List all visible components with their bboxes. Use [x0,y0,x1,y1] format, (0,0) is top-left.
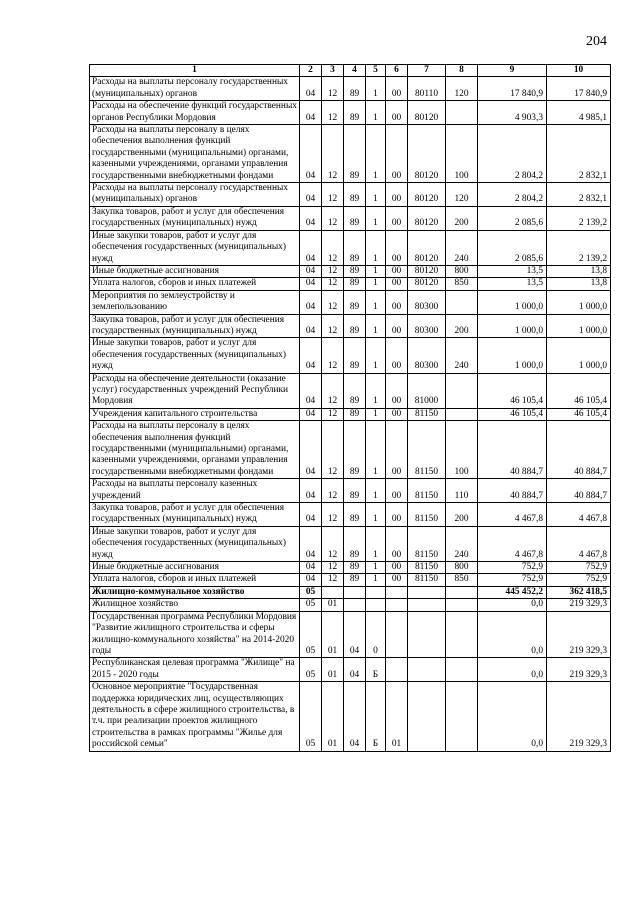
header-cell: 10 [547,65,611,77]
col-subsection: 12 [322,265,344,277]
col-event: 00 [386,408,408,420]
col-expense-type: 200 [446,314,478,338]
value-year-1: 2 085,6 [478,230,547,265]
col-subprogram: 1 [366,183,386,207]
col-section: 04 [300,408,322,420]
header-cell: 5 [366,65,386,77]
col-subsection: 01 [322,658,344,682]
col-expense-type: 110 [446,479,478,503]
header-row [90,65,611,77]
value-year-2: 2 139,2 [547,206,611,230]
table-row [90,562,611,574]
col-event: 00 [386,101,408,125]
col-subprogram: 1 [366,479,386,503]
table-row [90,230,611,265]
row-name: Республиканская целевая программа "Жилище" на 2015 - 2020 годы [90,658,300,682]
value-year-1: 4 467,8 [478,526,547,561]
value-year-1: 0,0 [478,611,547,658]
col-event: 00 [386,503,408,527]
col-direction: 81150 [408,574,446,586]
col-event: 00 [386,526,408,561]
col-subprogram: 1 [366,338,386,373]
col-subprogram: 1 [366,125,386,183]
col-section: 05 [300,611,322,658]
col-direction: 80300 [408,314,446,338]
value-year-1: 1 000,0 [478,314,547,338]
row-name: Закупка товаров, работ и услуг для обеспечения государственных (муниципальных) нужд [90,314,300,338]
col-event: 00 [386,230,408,265]
col-direction [408,611,446,658]
col-direction: 80120 [408,183,446,207]
col-section: 05 [300,586,322,598]
col-program: 89 [344,526,366,561]
col-direction: 80120 [408,265,446,277]
col-subprogram: 1 [366,230,386,265]
value-year-2: 13,8 [547,278,611,290]
value-year-2: 219 329,3 [547,682,611,751]
row-name: Расходы на обеспечение функций государственных органов Республики Мордовия [90,101,300,125]
col-subprogram: 0 [366,611,386,658]
col-subprogram: 1 [366,206,386,230]
table-row [90,125,611,183]
header-cell: 7 [408,65,446,77]
value-year-2: 219 329,3 [547,658,611,682]
col-subprogram: 1 [366,77,386,101]
col-subprogram: 1 [366,421,386,479]
col-section: 04 [300,526,322,561]
col-subprogram: 1 [366,408,386,420]
col-section: 04 [300,278,322,290]
row-name: Иные закупки товаров, работ и услуг для обеспечения государственных (муниципальных) нужд [90,338,300,373]
col-program [344,586,366,598]
col-program: 89 [344,574,366,586]
row-name: Иные закупки товаров, работ и услуг для обеспечения государственных (муниципальных) нужд [90,230,300,265]
table-row [90,278,611,290]
value-year-2: 2 139,2 [547,230,611,265]
header-cell: 4 [344,65,366,77]
value-year-2: 1 000,0 [547,338,611,373]
col-subprogram: Б [366,658,386,682]
col-subprogram [366,586,386,598]
col-direction: 80110 [408,77,446,101]
col-expense-type [446,658,478,682]
table-row [90,408,611,420]
col-direction: 80300 [408,338,446,373]
col-expense-type: 240 [446,526,478,561]
row-name: Иные закупки товаров, работ и услуг для обеспечения государственных (муниципальных) нужд [90,526,300,561]
col-subsection: 12 [322,125,344,183]
col-subprogram: 1 [366,278,386,290]
col-subsection: 12 [322,77,344,101]
col-section: 05 [300,599,322,611]
col-subsection: 01 [322,611,344,658]
col-section: 04 [300,373,322,408]
value-year-1: 1 000,0 [478,338,547,373]
col-expense-type: 200 [446,206,478,230]
col-program: 04 [344,611,366,658]
row-name: Жилищно-коммунальное хозяйство [90,586,300,598]
col-event: 00 [386,479,408,503]
col-subprogram: Б [366,682,386,751]
value-year-2: 219 329,3 [547,611,611,658]
value-year-1: 40 884,7 [478,479,547,503]
value-year-1: 0,0 [478,682,547,751]
col-subsection: 12 [322,278,344,290]
value-year-2: 752,9 [547,562,611,574]
col-program: 89 [344,77,366,101]
col-program: 89 [344,101,366,125]
col-subsection: 12 [322,479,344,503]
col-expense-type: 120 [446,183,478,207]
col-event [386,611,408,658]
value-year-2: 2 832,1 [547,125,611,183]
col-direction [408,599,446,611]
table-row [90,338,611,373]
col-section: 04 [300,183,322,207]
col-section: 04 [300,338,322,373]
header-cell: 6 [386,65,408,77]
col-event: 00 [386,421,408,479]
col-program: 89 [344,314,366,338]
col-direction: 81150 [408,562,446,574]
col-expense-type: 800 [446,265,478,277]
table-row [90,373,611,408]
value-year-2: 4 467,8 [547,526,611,561]
table-row [90,183,611,207]
value-year-1: 40 884,7 [478,421,547,479]
budget-table [89,64,611,752]
col-program: 89 [344,290,366,314]
col-event: 00 [386,290,408,314]
table-row [90,574,611,586]
col-event: 00 [386,265,408,277]
col-expense-type [446,599,478,611]
col-program: 89 [344,503,366,527]
col-event [386,658,408,682]
col-subsection: 01 [322,599,344,611]
col-section: 04 [300,265,322,277]
value-year-1: 17 840,9 [478,77,547,101]
row-name: Закупка товаров, работ и услуг для обеспечения государственных (муниципальных) нужд [90,503,300,527]
col-event: 00 [386,183,408,207]
col-expense-type [446,373,478,408]
col-expense-type: 200 [446,503,478,527]
col-direction: 80300 [408,290,446,314]
col-program: 89 [344,206,366,230]
col-direction [408,586,446,598]
header-cell: 2 [300,65,322,77]
table-row [90,658,611,682]
col-section: 04 [300,503,322,527]
col-event [386,599,408,611]
col-direction: 81150 [408,503,446,527]
value-year-2: 46 105,4 [547,373,611,408]
col-program: 04 [344,658,366,682]
table-row [90,101,611,125]
col-section: 04 [300,574,322,586]
table-row [90,611,611,658]
value-year-1: 752,9 [478,574,547,586]
value-year-2: 362 418,5 [547,586,611,598]
value-year-1: 46 105,4 [478,373,547,408]
col-subprogram: 1 [366,503,386,527]
col-program: 89 [344,265,366,277]
table-row [90,314,611,338]
col-expense-type [446,408,478,420]
col-program: 89 [344,373,366,408]
col-subprogram: 1 [366,562,386,574]
col-program: 89 [344,421,366,479]
col-expense-type: 850 [446,574,478,586]
table-row [90,526,611,561]
col-event: 00 [386,206,408,230]
row-name: Жилищное хозяйство [90,599,300,611]
col-subsection: 01 [322,682,344,751]
value-year-1: 13,5 [478,278,547,290]
value-year-2: 40 884,7 [547,479,611,503]
col-subsection: 12 [322,526,344,561]
col-expense-type: 850 [446,278,478,290]
col-subsection: 12 [322,290,344,314]
header-cell: 1 [90,65,300,77]
page-number: 204 [586,34,607,49]
col-event: 00 [386,125,408,183]
col-expense-type [446,290,478,314]
row-name: Учреждения капитального строительства [90,408,300,420]
value-year-2: 2 832,1 [547,183,611,207]
row-name: Расходы на выплаты персоналу государственных (муниципальных) органов [90,183,300,207]
col-subprogram: 1 [366,373,386,408]
col-expense-type [446,611,478,658]
row-name: Расходы на выплаты персоналу казенных учреждений [90,479,300,503]
value-year-1: 2 804,2 [478,183,547,207]
col-program: 89 [344,183,366,207]
header-cell: 3 [322,65,344,77]
col-event: 01 [386,682,408,751]
value-year-2: 752,9 [547,574,611,586]
col-event: 00 [386,314,408,338]
col-subsection: 12 [322,101,344,125]
col-section: 04 [300,206,322,230]
col-program [344,599,366,611]
table-row [90,479,611,503]
col-event: 00 [386,77,408,101]
col-section: 04 [300,101,322,125]
col-subprogram: 1 [366,526,386,561]
value-year-2: 40 884,7 [547,421,611,479]
value-year-1: 46 105,4 [478,408,547,420]
value-year-1: 0,0 [478,599,547,611]
value-year-1: 2 085,6 [478,206,547,230]
row-name: Основное мероприятие "Государственная поддержка юридических лиц, осуществляющих деятельность в сфере жилищного строительства, в т.ч. при реализации проектов жилищного строительства в рамках программы "Жилье для российской семьи" [90,682,300,751]
col-direction: 81150 [408,479,446,503]
value-year-2: 219 329,3 [547,599,611,611]
value-year-1: 2 804,2 [478,125,547,183]
col-program: 89 [344,278,366,290]
table-row [90,290,611,314]
col-direction: 80120 [408,206,446,230]
table-row [90,599,611,611]
col-expense-type [446,682,478,751]
row-name: Закупка товаров, работ и услуг для обеспечения государственных (муниципальных) нужд [90,206,300,230]
col-event [386,586,408,598]
row-name: Государственная программа Республики Мордовия "Развитие жилищного строительства и сферы жилищно-коммунального хозяйства" на 2014-2020 годы [90,611,300,658]
col-section: 04 [300,125,322,183]
col-subsection: 12 [322,408,344,420]
col-subprogram: 1 [366,314,386,338]
col-subsection: 12 [322,338,344,373]
table-row [90,421,611,479]
col-section: 04 [300,421,322,479]
row-name: Расходы на обеспечение деятельности (оказание услуг) государственных учреждений Республики Мордовия [90,373,300,408]
col-expense-type: 120 [446,77,478,101]
table-row [90,586,611,598]
col-program: 89 [344,408,366,420]
col-section: 05 [300,682,322,751]
row-name: Мероприятия по землеустройству и землепользованию [90,290,300,314]
table-row [90,77,611,101]
col-expense-type: 100 [446,125,478,183]
col-section: 04 [300,562,322,574]
value-year-2: 17 840,9 [547,77,611,101]
col-subsection: 12 [322,314,344,338]
value-year-1: 13,5 [478,265,547,277]
col-subsection [322,586,344,598]
col-subprogram: 1 [366,101,386,125]
col-program: 04 [344,682,366,751]
row-name: Расходы на выплаты персоналу государственных (муниципальных) органов [90,77,300,101]
row-name: Иные бюджетные ассигнования [90,265,300,277]
col-event: 00 [386,278,408,290]
col-expense-type [446,586,478,598]
col-section: 04 [300,290,322,314]
col-subprogram: 1 [366,574,386,586]
header-cell: 8 [446,65,478,77]
col-expense-type: 800 [446,562,478,574]
col-subprogram: 1 [366,265,386,277]
col-direction: 80120 [408,101,446,125]
col-program: 89 [344,230,366,265]
col-expense-type: 240 [446,230,478,265]
col-subsection: 12 [322,206,344,230]
col-section: 04 [300,314,322,338]
value-year-2: 46 105,4 [547,408,611,420]
col-direction: 81150 [408,526,446,561]
col-section: 04 [300,479,322,503]
table-row [90,503,611,527]
value-year-2: 1 000,0 [547,314,611,338]
row-name: Расходы на выплаты персоналу в целях обеспечения выполнения функций государственными (муниципальными) органами, казенными учреждениями, органами управления государственными внебюджетными фондами [90,421,300,479]
table-body [90,77,611,751]
col-subsection: 12 [322,574,344,586]
col-section: 04 [300,230,322,265]
col-direction: 81150 [408,408,446,420]
value-year-1: 4 467,8 [478,503,547,527]
col-subprogram [366,599,386,611]
col-program: 89 [344,125,366,183]
value-year-2: 4 985,1 [547,101,611,125]
col-direction: 81000 [408,373,446,408]
col-expense-type: 240 [446,338,478,373]
table-row [90,206,611,230]
col-program: 89 [344,479,366,503]
col-subsection: 12 [322,421,344,479]
col-direction [408,658,446,682]
value-year-2: 4 467,8 [547,503,611,527]
col-subsection: 12 [322,503,344,527]
col-expense-type: 100 [446,421,478,479]
row-name: Уплата налогов, сборов и иных платежей [90,574,300,586]
table-row [90,682,611,751]
col-section: 04 [300,77,322,101]
row-name: Расходы на выплаты персоналу в целях обеспечения выполнения функций государственными (муниципальными) органами, казенными учреждениями, органами управления государственными внебюджетными фондами [90,125,300,183]
col-event: 00 [386,373,408,408]
col-direction: 80120 [408,230,446,265]
value-year-1: 752,9 [478,562,547,574]
value-year-1: 0,0 [478,658,547,682]
col-event: 00 [386,562,408,574]
col-program: 89 [344,562,366,574]
row-name: Уплата налогов, сборов и иных платежей [90,278,300,290]
col-event: 00 [386,338,408,373]
col-subsection: 12 [322,562,344,574]
col-expense-type [446,101,478,125]
value-year-1: 1 000,0 [478,290,547,314]
table-row [90,265,611,277]
header-cell: 9 [478,65,547,77]
col-subprogram: 1 [366,290,386,314]
col-subsection: 12 [322,373,344,408]
value-year-2: 1 000,0 [547,290,611,314]
col-subsection: 12 [322,230,344,265]
value-year-1: 4 903,3 [478,101,547,125]
col-direction: 81150 [408,421,446,479]
col-direction: 80120 [408,278,446,290]
value-year-2: 13,8 [547,265,611,277]
value-year-1: 445 452,2 [478,586,547,598]
col-direction [408,682,446,751]
col-section: 05 [300,658,322,682]
row-name: Иные бюджетные ассигнования [90,562,300,574]
col-subsection: 12 [322,183,344,207]
col-direction: 80120 [408,125,446,183]
col-program: 89 [344,338,366,373]
col-event: 00 [386,574,408,586]
